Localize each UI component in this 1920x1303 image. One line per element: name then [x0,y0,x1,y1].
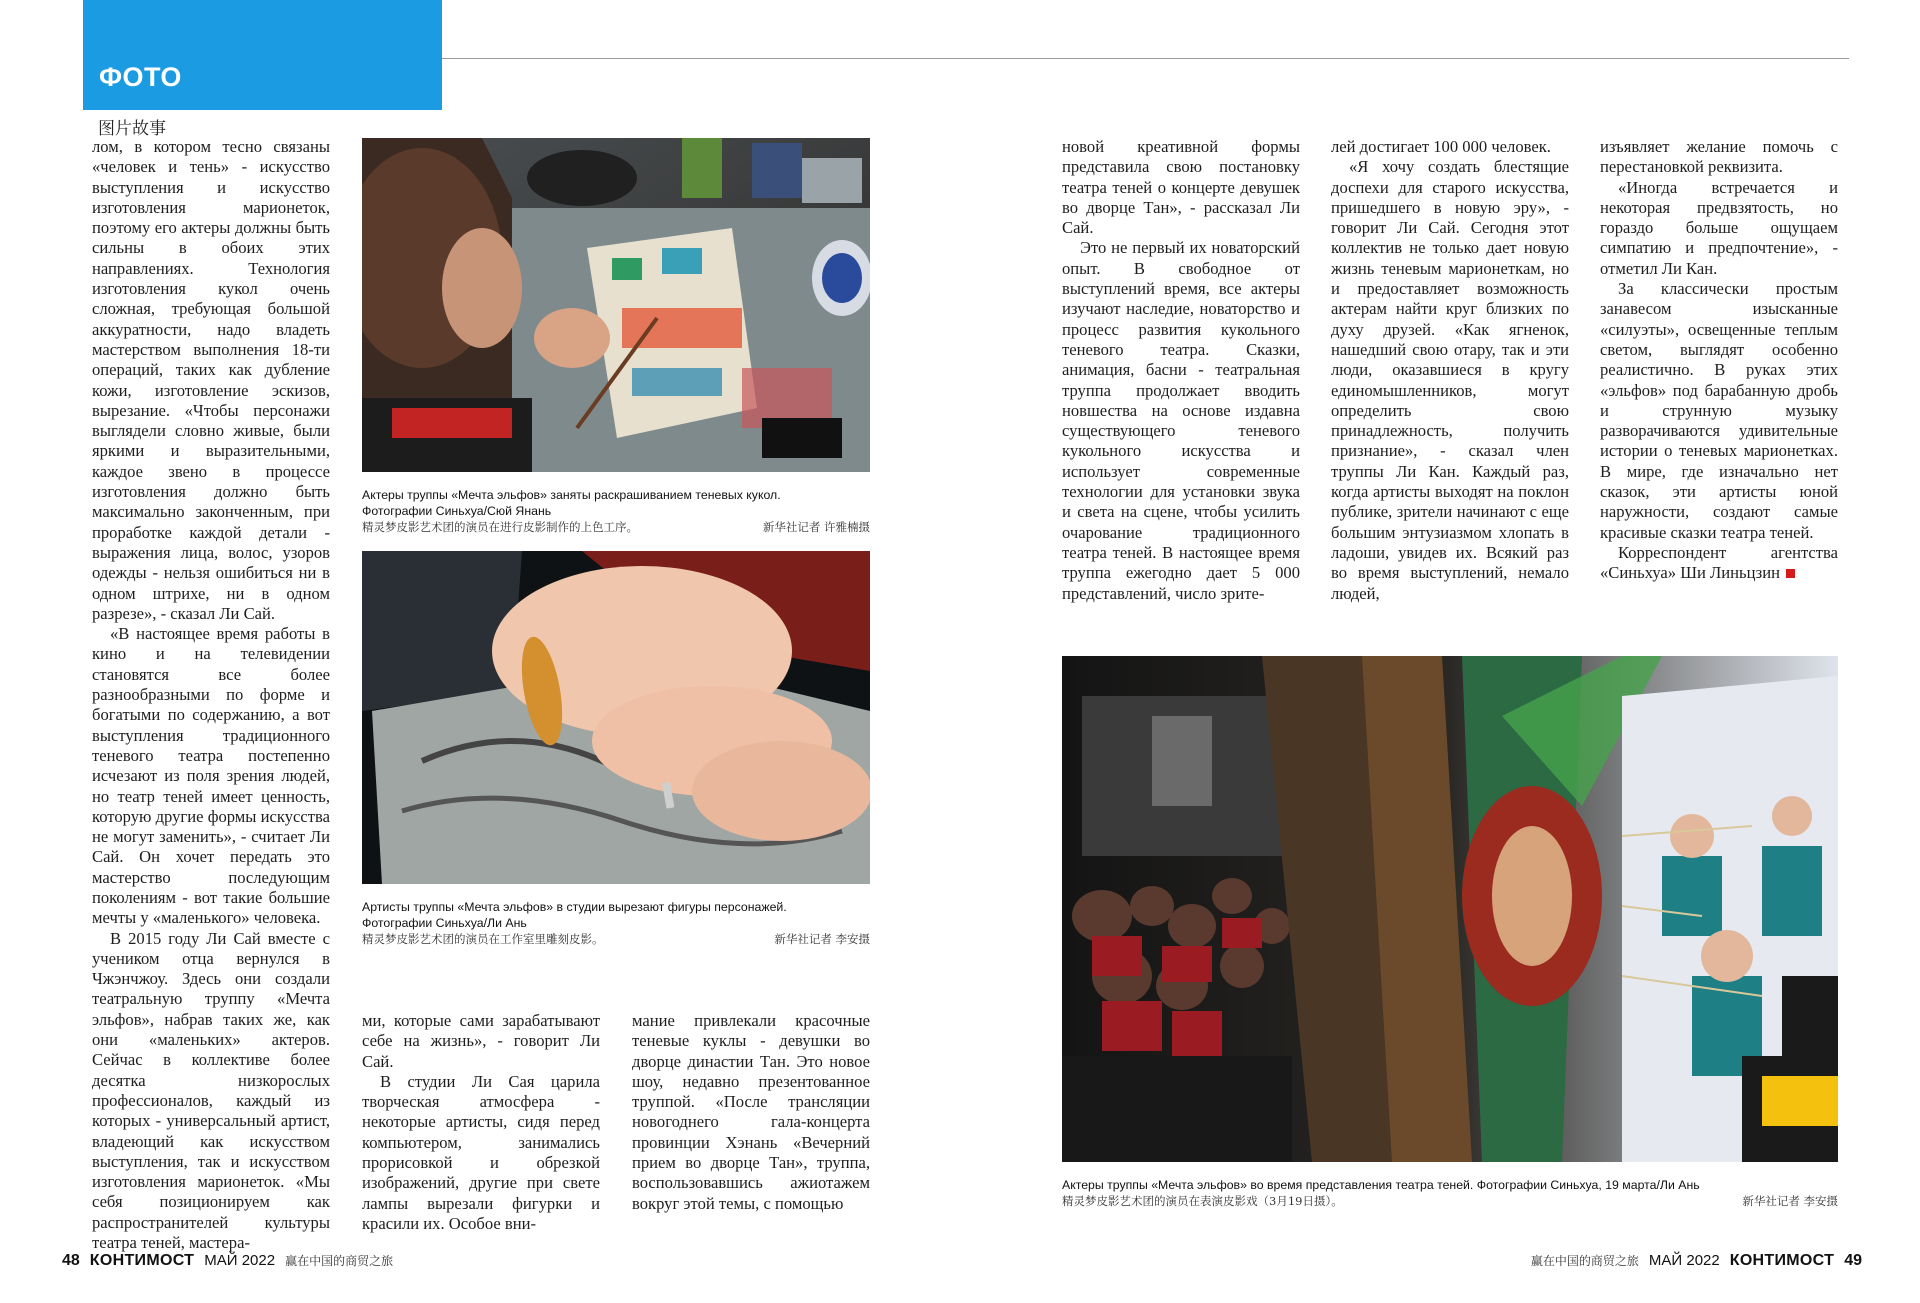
photo-carving-figures [362,551,870,884]
photo-caption-cn: 精灵梦皮影艺术团的演员在工作室里雕刻皮影。 [362,932,604,946]
page-number-right: 49 [1844,1252,1862,1269]
photo-caption: Актеры труппы «Мечта эльфов» во время представления театра теней. Фотографии Синьхуа, 19 марта/Ли Ань [1062,1178,1700,1192]
page-number-left: 48 [62,1252,80,1269]
text-column-3 [632,1011,870,1214]
paragraph: «В настоящее время работы в кино и на телевидении становятся все более разнообразными по форме и богатыми по содержанию, а вот выступления традиционного теневого театра постепенно исчезают из поля зрения людей, но театр теней имеет ценность, которую другие формы искусства не могут заменить», - считает Ли Сай. Он хочет передать это мастерство последующим поколениям - вот такие большие мечты у «маленького» человека. [92,624,330,928]
section-label: ФОТО [99,62,182,92]
paragraph [1600,543,1838,584]
photo-caption-cn-row [1062,1193,1838,1209]
paragraph: В 2015 году Ли Сай вместе с учеником отца вернулся в Чжэнчжоу. Здесь они создали театральную труппу «Мечта эльфов», набрав таких же, как они «маленьких» актеров. Сейчас в коллективе более десятка низкорослых профессионалов, каждый из которых - универсальный артист, владеющий как искусством выступления, так и искусством изготовления марионеток. «Мы себя позиционируем как распространителей культуры театра теней, мастера- [92,928,330,1253]
photo-caption-cn-row [362,519,870,535]
magazine-brand: КОНТИМОСТ [1729,1252,1835,1269]
footer-right [1531,1252,1862,1270]
photo-performance [1062,656,1838,1162]
paragraph: В студии Ли Сая царила творческая атмосфера - некоторые артисты, сидя перед компьютером, занимались прорисовкой и обрезкой изображений, другие при свете лампы вырезали фигурки и красили их. Особое вни- [362,1071,600,1233]
photo-credit-cn: 新华社记者 李安摄 [774,932,870,946]
photo-caption: Артисты труппы «Мечта эльфов» в студии вырезают фигуры персонажей. [362,900,787,914]
paragraph: Это не первый их новаторский опыт. В свободное от выступлений время, все актеры изучают наследие, новаторство и процесс развития кукольного теневого театра. Сказки, анимация, басни - театральная труппа продолжает вводить новшества на основе издавна существующего теневого кукольного искусства и использует современные технологии для установки звука и света на сцене, чтобы усилить очарование традиционного театра теней. В настоящее время труппа ежегодно дает 5 000 представлений, число зрите- [1062,238,1300,603]
photo-3-caption-block [1062,1177,1838,1209]
photo-1-caption-block [362,487,870,535]
paragraph: лом, в котором тесно связаны «человек и тень» - искусство выступления и искусство изготовления марионеток, поэтому его актеры должны быть сильны в обоих этих направлениях. Технология изготовления кукол очень сложная, требующая большой аккуратности, надо владеть мастерством выполнения 18-ти операций, таких как дубление кожи, изготовление эскизов, вырезание. «Чтобы персонажи выглядели словно живые, были яркими и выразительными, каждое звено в процессе изготовления должно быть максимально законченным, при проработке каждой детали - выражения лица, волос, узоров одежды - нельзя ошибиться ни в одном штрихе, ни в одном разрезе», - сказал Ли Сай. [92,137,330,623]
paragraph: ми, которые сами зарабатывают себе на жизнь», - говорит Ли Сай. [362,1011,600,1071]
paragraph: За классически простым занавесом изысканные «силуэты», освещенные теплым светом, выглядят особенно реалистично. В руках этих «эльфов» под барабанную дробь и струнную музыку разворачиваются удивительные истории о теневых марионетках. В мире, где изначально нет сказок, эти артисты юной наружности, создают самые красивые сказки театра теней. [1600,279,1838,542]
magazine-slogan-cn: 赢在中国的商贸之旅 [1530,1254,1639,1268]
text-column-4 [1062,137,1300,604]
photo-caption-cn: 精灵梦皮影艺术团的演员在表演皮影戏（3月19日摄）。 [1062,1194,1343,1208]
issue-date: МАЙ 2022 [204,1252,276,1269]
paragraph: изъявляет желание помочь с перестановкой реквизита. [1600,137,1838,177]
photo-credit: Фотографии Синьхуа/Сюй Янань [362,504,552,518]
text-column-6 [1600,137,1838,584]
section-sublabel: 图片故事 [98,119,166,139]
paragraph: новой креативной формы представила свою постановку театра теней о концерте девушек во дворце Тан», - рассказал Ли Сай. [1062,137,1300,238]
photo-credit-cn: 新华社记者 许雅楠摄 [762,520,870,534]
paragraph: «Иногда встречается и некоторая предвзятость, но гораздо больше ощущаем симпатию и предпочтение», - отметил Ли Кан. [1600,177,1838,278]
footer-left [62,1252,393,1270]
photo-caption-cn: 精灵梦皮影艺术团的演员在进行皮影制作的上色工序。 [362,520,638,534]
magazine-slogan-cn: 赢在中国的商贸之旅 [285,1254,394,1268]
end-of-article-mark [1786,569,1795,578]
photo-painting-puppets [362,138,870,472]
magazine-brand: КОНТИМОСТ [89,1252,195,1269]
text-column-5 [1331,137,1569,604]
text-column-2 [362,1011,600,1234]
photo-2-caption-block [362,899,870,947]
photo-credit-cn: 新华社记者 李安摄 [1742,1194,1838,1208]
photo-caption-cn-row [362,931,870,947]
issue-date: МАЙ 2022 [1648,1252,1720,1269]
photo-caption: Актеры труппы «Мечта эльфов» заняты раскрашиванием теневых кукол. [362,488,781,502]
header-rule [442,58,1849,59]
article-signature: Корреспондент агентства «Синьхуа» Ши Линьцзин [1600,542,1838,583]
text-column-1 [92,137,330,1253]
paragraph: мание привлекали красочные теневые куклы - девушки во дворце династии Тан. Это новое шоу, недавно презентованное труппой. «После трансляции новогоднего гала-концерта провинции Хэнань «Вечерний прием во дворце Тан», труппа, воспользовавшись ажиотажем вокруг этой темы, с помощью [632,1011,870,1213]
paragraph: лей достигает 100 000 человек. [1331,137,1551,156]
photo-credit: Фотографии Синьхуа/Ли Ань [362,916,527,930]
section-tab [83,0,442,110]
paragraph: «Я хочу создать блестящие доспехи для старого искусства, пришедшего в новую эру», - говорит Ли Сай. Сегодня этот коллектив не только дает новую жизнь теневым марионеткам, но и предоставляет возможность актерам найти круг близких по духу друзей. «Как ягненок, нашедший свою отару, так и эти люди, оказавшиеся в кругу единомышленников, могут определить свою принадлежность, получить признание», - сказал член труппы Ли Кан. Каждый раз, когда артисты выходят на поклон публике, зрители начинают с еще большим энтузиазмом хлопать в ладоши, увидев их. Всякий раз во время выступлений, немало людей, [1331,157,1569,603]
